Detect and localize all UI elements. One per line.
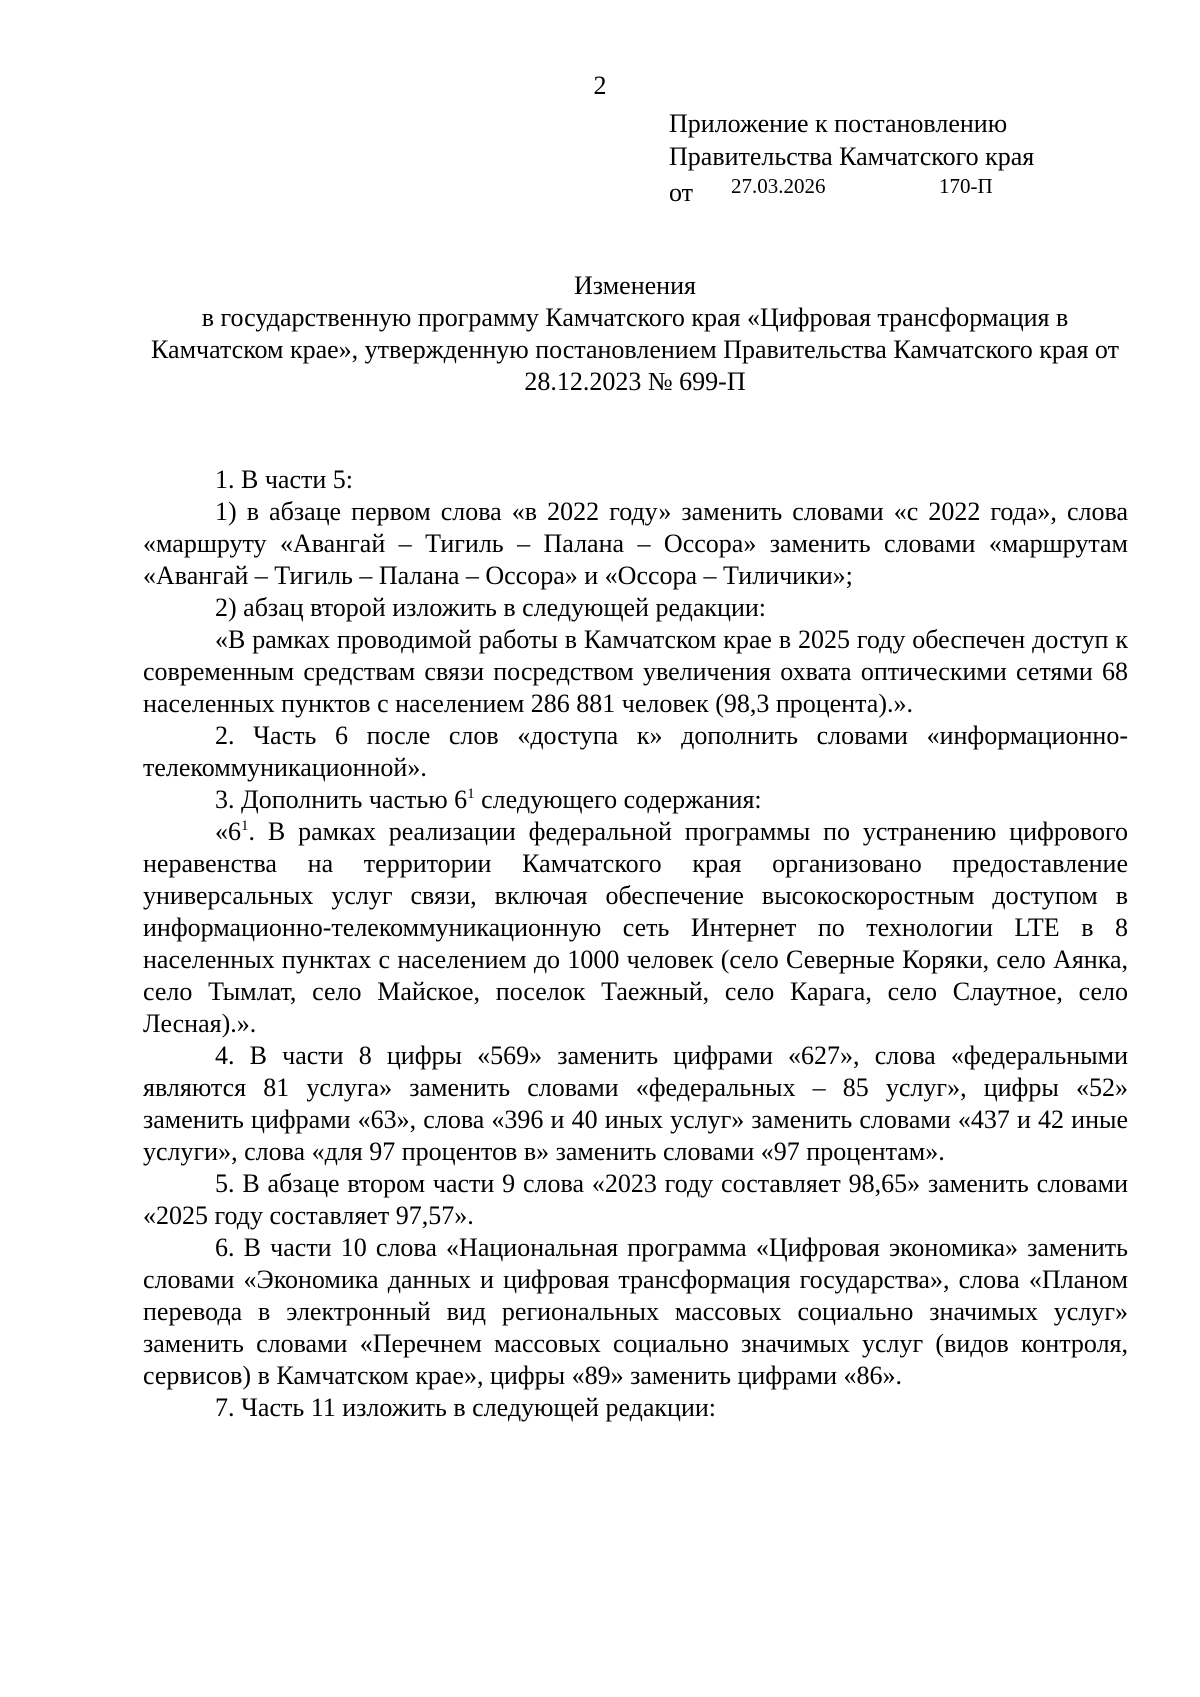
page-number: 2	[593, 71, 607, 100]
title-line-1: Изменения	[574, 271, 696, 300]
paragraph-text: 3. Дополнить частью 6	[215, 785, 468, 814]
paragraph-text: «6	[215, 817, 241, 846]
paragraph: 1. В части 5:	[215, 465, 353, 494]
paragraph	[143, 784, 1128, 816]
decree-date: 27.03.2026	[731, 174, 826, 198]
approval-line-1: Приложение к постановлению	[669, 109, 1008, 138]
paragraph: 6. В части 10 слова «Национальная программа «Цифровая экономика» заменить словами «Экономика данных и цифровая трансформация государства», слова «Планом перевода в электронный вид региональных массовых социально значимых услуг» заменить словами «Перечнем массовых социально значимых услуг (видов контроля, сервисов) в Камчатском крае», цифры «89» заменить цифрами «86».	[143, 1233, 1128, 1390]
paragraph: 5. В абзаце втором части 9 слова «2023 году составляет 98,65» заменить словами «2025 году составляет 97,57».	[143, 1169, 1128, 1230]
document-body	[143, 464, 1128, 1424]
paragraph: 1) в абзаце первом слова «в 2022 году» заменить словами «с 2022 года», слова «маршруту «Авангай – Тигиль – Палана – Оссора» заменить словами «маршрутам «Авангай – Тигиль – Палана – Оссора» и «Оссора – Тиличики»;	[143, 497, 1128, 590]
paragraph	[143, 816, 1128, 1040]
decree-number: 170-П	[939, 174, 993, 198]
paragraph: 7. Часть 11 изложить в следующей редакции:	[215, 1393, 717, 1422]
paragraph: 2) абзац второй изложить в следующей редакции:	[215, 593, 767, 622]
paragraph: «В рамках проводимой работы в Камчатском крае в 2025 году обеспечен доступ к современным средствам связи посредством увеличения охвата оптическими сетями 68 населенных пунктов с населением 286 881 человек (98,3 процента).».	[143, 625, 1128, 718]
approval-line-2: Правительства Камчатского края	[669, 142, 1035, 171]
paragraph-text: . В рамках реализации федеральной программы по устранению цифрового неравенства на территории Камчатского края организовано предоставление универсальных услуг связи, включая обеспечение высокоскоростным доступом в информационно-телекоммуникационную сеть Интернет по технологии LTE в 8 населенных пунктах с населением до 1000 человек (село Северные Коряки, село Аянка, село Тымлат, село Майское, поселок Таежный, село Карага, село Слаутное, село Лесная).».	[143, 817, 1128, 1038]
paragraph: 4. В части 8 цифры «569» заменить цифрами «627», слова «федеральными являются 81 услуга» заменить словами «федеральных – 85 услуг», цифры «52» заменить цифрами «63», слова «396 и 40 иных услуг» заменить словами «437 и 42 иные услуги», слова «для 97 процентов в» заменить словами «97 процентам».	[143, 1041, 1128, 1166]
title-line-2: в государственную программу Камчатского края «Цифровая трансформация в Камчатском крае», утвержденную постановлением Правительства Камчатского края от 28.12.2023 № 699-П	[151, 303, 1119, 396]
superscript: 1	[241, 818, 249, 834]
approval-block	[669, 107, 1169, 206]
approval-reference	[669, 173, 1169, 206]
superscript: 1	[467, 786, 475, 802]
document-title	[140, 270, 1130, 398]
paragraph-text: следующего содержания:	[474, 785, 762, 814]
paragraph: 2. Часть 6 после слов «доступа к» дополнить словами «информационно-телекоммуникационной».	[143, 721, 1128, 782]
from-label: от	[669, 178, 694, 207]
